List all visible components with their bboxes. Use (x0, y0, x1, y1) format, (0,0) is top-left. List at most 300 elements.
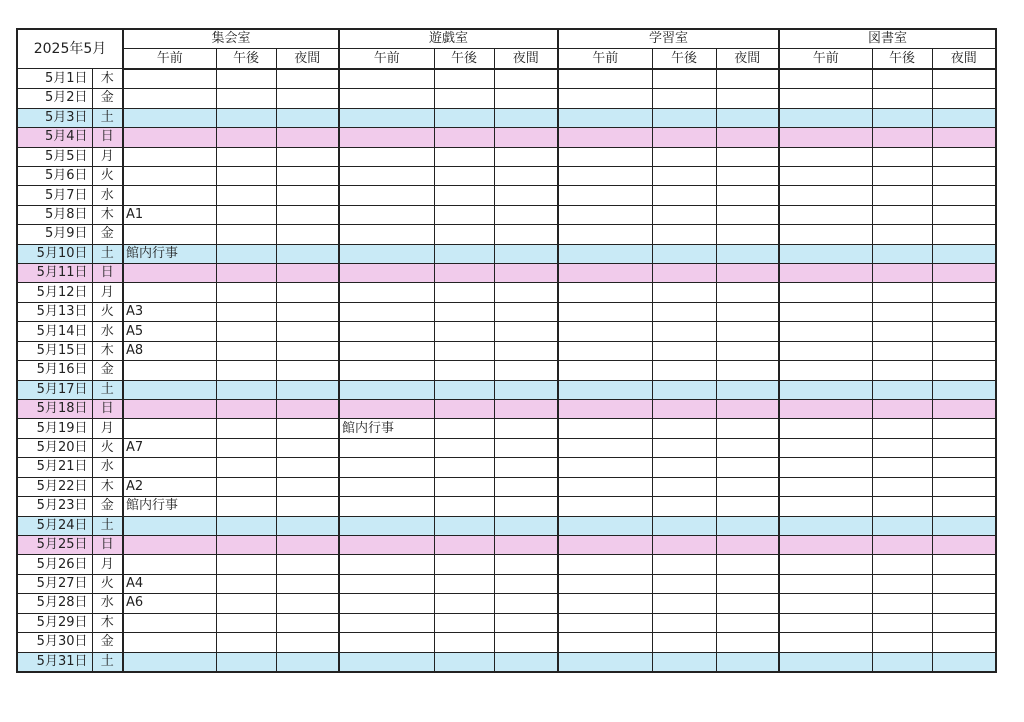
reservation-cell[interactable] (123, 652, 216, 672)
reservation-cell[interactable] (339, 244, 434, 263)
reservation-cell[interactable] (123, 69, 216, 89)
reservation-cell[interactable] (558, 555, 652, 574)
reservation-cell[interactable] (494, 535, 558, 554)
reservation-cell[interactable] (123, 419, 216, 438)
reservation-cell[interactable] (434, 302, 494, 321)
reservation-cell[interactable] (872, 458, 932, 477)
reservation-cell[interactable] (276, 302, 339, 321)
reservation-cell[interactable] (494, 108, 558, 127)
reservation-cell[interactable] (932, 419, 996, 438)
reservation-cell[interactable] (558, 128, 652, 147)
reservation-cell[interactable] (652, 633, 716, 652)
reservation-cell[interactable] (216, 535, 276, 554)
reservation-cell[interactable] (123, 458, 216, 477)
reservation-cell[interactable] (932, 652, 996, 672)
reservation-cell[interactable] (779, 225, 872, 244)
reservation-cell[interactable] (434, 186, 494, 205)
reservation-cell[interactable] (652, 613, 716, 632)
reservation-cell[interactable] (652, 419, 716, 438)
reservation-cell[interactable] (932, 264, 996, 283)
reservation-cell[interactable] (434, 477, 494, 496)
reservation-cell[interactable] (872, 419, 932, 438)
reservation-cell[interactable] (339, 166, 434, 185)
reservation-cell[interactable]: A2 (123, 477, 216, 496)
reservation-cell[interactable] (558, 458, 652, 477)
reservation-cell[interactable] (494, 594, 558, 613)
reservation-cell[interactable] (652, 205, 716, 224)
reservation-cell[interactable] (216, 244, 276, 263)
reservation-cell[interactable] (652, 89, 716, 108)
reservation-cell[interactable] (558, 69, 652, 89)
reservation-cell[interactable] (716, 516, 779, 535)
reservation-cell[interactable] (123, 225, 216, 244)
reservation-cell[interactable] (872, 497, 932, 516)
reservation-cell[interactable] (779, 186, 872, 205)
reservation-cell[interactable] (652, 438, 716, 457)
reservation-cell[interactable] (872, 535, 932, 554)
reservation-cell[interactable] (339, 594, 434, 613)
reservation-cell[interactable] (339, 322, 434, 341)
reservation-cell[interactable] (558, 419, 652, 438)
reservation-cell[interactable] (872, 264, 932, 283)
reservation-cell[interactable] (434, 166, 494, 185)
reservation-cell[interactable] (779, 128, 872, 147)
reservation-cell[interactable] (339, 400, 434, 419)
reservation-cell[interactable] (494, 652, 558, 672)
reservation-cell[interactable] (494, 147, 558, 166)
reservation-cell[interactable] (276, 89, 339, 108)
reservation-cell[interactable] (652, 166, 716, 185)
reservation-cell[interactable] (779, 322, 872, 341)
reservation-cell[interactable] (123, 128, 216, 147)
reservation-cell[interactable] (716, 574, 779, 593)
reservation-cell[interactable] (494, 516, 558, 535)
reservation-cell[interactable] (779, 108, 872, 127)
reservation-cell[interactable] (216, 613, 276, 632)
reservation-cell[interactable] (558, 205, 652, 224)
reservation-cell[interactable] (716, 594, 779, 613)
reservation-cell[interactable] (216, 380, 276, 399)
reservation-cell[interactable] (494, 244, 558, 263)
reservation-cell[interactable] (339, 302, 434, 321)
reservation-cell[interactable] (123, 555, 216, 574)
reservation-cell[interactable] (494, 225, 558, 244)
reservation-cell[interactable] (434, 516, 494, 535)
reservation-cell[interactable] (434, 283, 494, 302)
reservation-cell[interactable] (434, 613, 494, 632)
reservation-cell[interactable] (216, 128, 276, 147)
reservation-cell[interactable] (932, 516, 996, 535)
reservation-cell[interactable] (779, 652, 872, 672)
reservation-cell[interactable] (872, 341, 932, 360)
reservation-cell[interactable] (434, 264, 494, 283)
reservation-cell[interactable] (558, 477, 652, 496)
reservation-cell[interactable] (123, 283, 216, 302)
reservation-cell[interactable] (779, 166, 872, 185)
reservation-cell[interactable] (558, 341, 652, 360)
reservation-cell[interactable] (339, 613, 434, 632)
reservation-cell[interactable] (434, 341, 494, 360)
reservation-cell[interactable] (872, 225, 932, 244)
reservation-cell[interactable] (276, 186, 339, 205)
reservation-cell[interactable] (652, 69, 716, 89)
reservation-cell[interactable] (932, 225, 996, 244)
reservation-cell[interactable] (339, 283, 434, 302)
reservation-cell[interactable] (339, 633, 434, 652)
reservation-cell[interactable] (716, 69, 779, 89)
reservation-cell[interactable] (339, 516, 434, 535)
reservation-cell[interactable] (216, 264, 276, 283)
reservation-cell[interactable] (872, 613, 932, 632)
reservation-cell[interactable] (276, 205, 339, 224)
reservation-cell[interactable] (872, 555, 932, 574)
reservation-cell[interactable] (276, 244, 339, 263)
reservation-cell[interactable] (494, 166, 558, 185)
reservation-cell[interactable] (779, 147, 872, 166)
reservation-cell[interactable] (779, 244, 872, 263)
reservation-cell[interactable] (779, 535, 872, 554)
reservation-cell[interactable] (779, 438, 872, 457)
reservation-cell[interactable] (123, 613, 216, 632)
reservation-cell[interactable] (872, 244, 932, 263)
reservation-cell[interactable] (276, 555, 339, 574)
reservation-cell[interactable] (716, 302, 779, 321)
reservation-cell[interactable] (339, 89, 434, 108)
reservation-cell[interactable] (652, 322, 716, 341)
reservation-cell[interactable] (872, 69, 932, 89)
reservation-cell[interactable] (872, 361, 932, 380)
reservation-cell[interactable] (434, 322, 494, 341)
reservation-cell[interactable] (716, 652, 779, 672)
reservation-cell[interactable] (558, 283, 652, 302)
reservation-cell[interactable] (216, 283, 276, 302)
reservation-cell[interactable] (558, 89, 652, 108)
reservation-cell[interactable] (494, 400, 558, 419)
reservation-cell[interactable] (434, 574, 494, 593)
reservation-cell[interactable] (652, 497, 716, 516)
reservation-cell[interactable] (494, 574, 558, 593)
reservation-cell[interactable] (558, 652, 652, 672)
reservation-cell[interactable] (716, 205, 779, 224)
reservation-cell[interactable] (339, 438, 434, 457)
reservation-cell[interactable] (434, 147, 494, 166)
reservation-cell[interactable] (872, 400, 932, 419)
reservation-cell[interactable] (779, 594, 872, 613)
reservation-cell[interactable] (276, 497, 339, 516)
reservation-cell[interactable] (216, 458, 276, 477)
reservation-cell[interactable] (216, 516, 276, 535)
reservation-cell[interactable] (932, 458, 996, 477)
reservation-cell[interactable] (872, 147, 932, 166)
reservation-cell[interactable] (434, 458, 494, 477)
reservation-cell[interactable] (276, 69, 339, 89)
reservation-cell[interactable] (932, 341, 996, 360)
reservation-cell[interactable] (652, 302, 716, 321)
reservation-cell[interactable] (558, 244, 652, 263)
reservation-cell[interactable] (216, 186, 276, 205)
reservation-cell[interactable]: A8 (123, 341, 216, 360)
reservation-cell[interactable] (779, 400, 872, 419)
reservation-cell[interactable] (123, 264, 216, 283)
reservation-cell[interactable] (558, 613, 652, 632)
reservation-cell[interactable] (652, 186, 716, 205)
reservation-cell[interactable] (872, 516, 932, 535)
reservation-cell[interactable] (932, 322, 996, 341)
reservation-cell[interactable] (932, 497, 996, 516)
reservation-cell[interactable] (216, 497, 276, 516)
reservation-cell[interactable] (216, 322, 276, 341)
reservation-cell[interactable] (652, 555, 716, 574)
reservation-cell[interactable] (216, 652, 276, 672)
reservation-cell[interactable] (276, 380, 339, 399)
reservation-cell[interactable] (652, 652, 716, 672)
reservation-cell[interactable] (434, 89, 494, 108)
reservation-cell[interactable] (276, 477, 339, 496)
reservation-cell[interactable] (932, 594, 996, 613)
reservation-cell[interactable] (276, 166, 339, 185)
reservation-cell[interactable] (494, 477, 558, 496)
reservation-cell[interactable] (872, 574, 932, 593)
reservation-cell[interactable] (932, 477, 996, 496)
reservation-cell[interactable] (558, 361, 652, 380)
reservation-cell[interactable]: A7 (123, 438, 216, 457)
reservation-cell[interactable] (216, 69, 276, 89)
reservation-cell[interactable] (558, 535, 652, 554)
reservation-cell[interactable] (932, 574, 996, 593)
reservation-cell[interactable] (494, 555, 558, 574)
reservation-cell[interactable] (434, 555, 494, 574)
reservation-cell[interactable] (494, 438, 558, 457)
reservation-cell[interactable] (276, 652, 339, 672)
reservation-cell[interactable] (276, 264, 339, 283)
reservation-cell[interactable] (779, 419, 872, 438)
reservation-cell[interactable] (716, 497, 779, 516)
reservation-cell[interactable] (558, 574, 652, 593)
reservation-cell[interactable] (339, 652, 434, 672)
reservation-cell[interactable] (872, 108, 932, 127)
reservation-cell[interactable] (932, 302, 996, 321)
reservation-cell[interactable] (123, 147, 216, 166)
reservation-cell[interactable] (779, 69, 872, 89)
reservation-cell[interactable] (558, 302, 652, 321)
reservation-cell[interactable] (932, 244, 996, 263)
reservation-cell[interactable] (276, 225, 339, 244)
reservation-cell[interactable] (434, 205, 494, 224)
reservation-cell[interactable] (216, 438, 276, 457)
reservation-cell[interactable] (434, 594, 494, 613)
reservation-cell[interactable] (339, 574, 434, 593)
reservation-cell[interactable] (779, 302, 872, 321)
reservation-cell[interactable] (932, 186, 996, 205)
reservation-cell[interactable] (652, 574, 716, 593)
reservation-cell[interactable] (276, 322, 339, 341)
reservation-cell[interactable] (276, 341, 339, 360)
reservation-cell[interactable]: A4 (123, 574, 216, 593)
reservation-cell[interactable] (216, 419, 276, 438)
reservation-cell[interactable] (339, 458, 434, 477)
reservation-cell[interactable]: A5 (123, 322, 216, 341)
reservation-cell[interactable] (716, 555, 779, 574)
reservation-cell[interactable] (932, 633, 996, 652)
reservation-cell[interactable] (872, 283, 932, 302)
reservation-cell[interactable] (652, 244, 716, 263)
reservation-cell[interactable] (276, 400, 339, 419)
reservation-cell[interactable] (652, 225, 716, 244)
reservation-cell[interactable] (932, 613, 996, 632)
reservation-cell[interactable]: 館内行事 (339, 419, 434, 438)
reservation-cell[interactable] (932, 380, 996, 399)
reservation-cell[interactable] (494, 341, 558, 360)
reservation-cell[interactable] (339, 361, 434, 380)
reservation-cell[interactable] (716, 477, 779, 496)
reservation-cell[interactable] (216, 225, 276, 244)
reservation-cell[interactable] (494, 205, 558, 224)
reservation-cell[interactable] (779, 341, 872, 360)
reservation-cell[interactable] (652, 283, 716, 302)
reservation-cell[interactable] (932, 205, 996, 224)
reservation-cell[interactable] (434, 361, 494, 380)
reservation-cell[interactable] (558, 438, 652, 457)
reservation-cell[interactable] (558, 322, 652, 341)
reservation-cell[interactable] (339, 380, 434, 399)
reservation-cell[interactable] (434, 633, 494, 652)
reservation-cell[interactable] (932, 89, 996, 108)
reservation-cell[interactable] (494, 128, 558, 147)
reservation-cell[interactable] (216, 400, 276, 419)
reservation-cell[interactable] (123, 516, 216, 535)
reservation-cell[interactable] (932, 147, 996, 166)
reservation-cell[interactable] (123, 89, 216, 108)
reservation-cell[interactable] (652, 341, 716, 360)
reservation-cell[interactable] (872, 322, 932, 341)
reservation-cell[interactable] (652, 380, 716, 399)
reservation-cell[interactable] (872, 186, 932, 205)
reservation-cell[interactable] (216, 108, 276, 127)
reservation-cell[interactable] (558, 633, 652, 652)
reservation-cell[interactable] (339, 69, 434, 89)
reservation-cell[interactable] (932, 400, 996, 419)
reservation-cell[interactable] (652, 264, 716, 283)
reservation-cell[interactable] (434, 225, 494, 244)
reservation-cell[interactable] (872, 205, 932, 224)
reservation-cell[interactable] (339, 147, 434, 166)
reservation-cell[interactable] (652, 400, 716, 419)
reservation-cell[interactable] (494, 633, 558, 652)
reservation-cell[interactable] (123, 108, 216, 127)
reservation-cell[interactable] (779, 264, 872, 283)
reservation-cell[interactable] (558, 225, 652, 244)
reservation-cell[interactable] (558, 108, 652, 127)
reservation-cell[interactable] (216, 205, 276, 224)
reservation-cell[interactable] (558, 380, 652, 399)
reservation-cell[interactable] (216, 555, 276, 574)
reservation-cell[interactable] (558, 186, 652, 205)
reservation-cell[interactable] (339, 128, 434, 147)
reservation-cell[interactable] (932, 166, 996, 185)
reservation-cell[interactable] (276, 128, 339, 147)
reservation-cell[interactable] (716, 244, 779, 263)
reservation-cell[interactable]: A1 (123, 205, 216, 224)
reservation-cell[interactable] (339, 225, 434, 244)
reservation-cell[interactable] (872, 652, 932, 672)
reservation-cell[interactable] (123, 361, 216, 380)
reservation-cell[interactable] (276, 147, 339, 166)
reservation-cell[interactable] (779, 205, 872, 224)
reservation-cell[interactable] (434, 69, 494, 89)
reservation-cell[interactable] (652, 594, 716, 613)
reservation-cell[interactable] (216, 477, 276, 496)
reservation-cell[interactable] (716, 186, 779, 205)
reservation-cell[interactable] (652, 128, 716, 147)
reservation-cell[interactable] (276, 419, 339, 438)
reservation-cell[interactable] (716, 613, 779, 632)
reservation-cell[interactable] (494, 497, 558, 516)
reservation-cell[interactable] (716, 264, 779, 283)
reservation-cell[interactable] (494, 302, 558, 321)
reservation-cell[interactable] (779, 574, 872, 593)
reservation-cell[interactable] (932, 108, 996, 127)
reservation-cell[interactable] (779, 89, 872, 108)
reservation-cell[interactable] (779, 380, 872, 399)
reservation-cell[interactable] (779, 613, 872, 632)
reservation-cell[interactable] (779, 283, 872, 302)
reservation-cell[interactable] (216, 361, 276, 380)
reservation-cell[interactable] (716, 633, 779, 652)
reservation-cell[interactable] (216, 574, 276, 593)
reservation-cell[interactable] (932, 438, 996, 457)
reservation-cell[interactable] (434, 380, 494, 399)
reservation-cell[interactable] (716, 166, 779, 185)
reservation-cell[interactable] (434, 535, 494, 554)
reservation-cell[interactable] (652, 458, 716, 477)
reservation-cell[interactable] (276, 516, 339, 535)
reservation-cell[interactable] (339, 264, 434, 283)
reservation-cell[interactable] (872, 438, 932, 457)
reservation-cell[interactable] (716, 419, 779, 438)
reservation-cell[interactable] (716, 535, 779, 554)
reservation-cell[interactable] (276, 574, 339, 593)
reservation-cell[interactable] (216, 594, 276, 613)
reservation-cell[interactable] (779, 458, 872, 477)
reservation-cell[interactable] (339, 535, 434, 554)
reservation-cell[interactable] (872, 89, 932, 108)
reservation-cell[interactable] (123, 186, 216, 205)
reservation-cell[interactable] (216, 341, 276, 360)
reservation-cell[interactable] (276, 535, 339, 554)
reservation-cell[interactable] (558, 594, 652, 613)
reservation-cell[interactable] (494, 283, 558, 302)
reservation-cell[interactable] (872, 633, 932, 652)
reservation-cell[interactable] (716, 458, 779, 477)
reservation-cell[interactable] (716, 380, 779, 399)
reservation-cell[interactable] (276, 613, 339, 632)
reservation-cell[interactable] (276, 438, 339, 457)
reservation-cell[interactable] (779, 555, 872, 574)
reservation-cell[interactable] (716, 283, 779, 302)
reservation-cell[interactable] (276, 594, 339, 613)
reservation-cell[interactable] (558, 264, 652, 283)
reservation-cell[interactable] (558, 497, 652, 516)
reservation-cell[interactable] (494, 322, 558, 341)
reservation-cell[interactable] (779, 633, 872, 652)
reservation-cell[interactable] (216, 89, 276, 108)
reservation-cell[interactable] (434, 438, 494, 457)
reservation-cell[interactable] (123, 400, 216, 419)
reservation-cell[interactable] (652, 361, 716, 380)
reservation-cell[interactable] (216, 633, 276, 652)
reservation-cell[interactable] (339, 477, 434, 496)
reservation-cell[interactable] (652, 108, 716, 127)
